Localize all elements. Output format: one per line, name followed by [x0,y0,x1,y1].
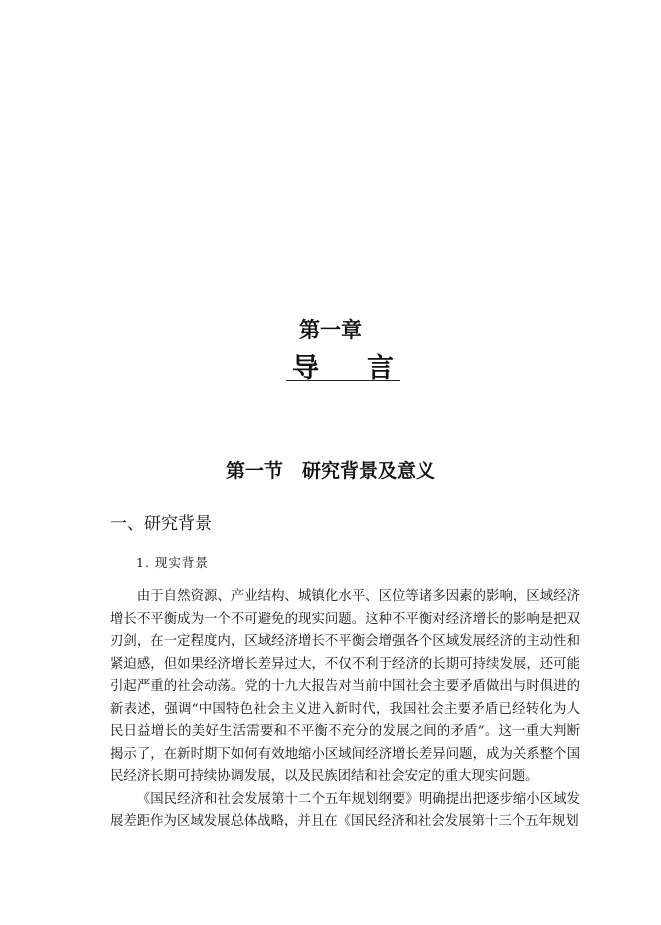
subsection-heading: 一、研究背景 [110,514,212,534]
chapter-title [286,346,400,384]
chapter-title-char: 言 [367,353,394,384]
item-heading: 1. 现实背景 [136,555,209,570]
body-text [110,586,580,834]
chapter-title-char: 导 [292,353,319,384]
paragraph: 《国民经济和社会发展第十二个五年规划纲要》明确提出把逐步缩小区域发展差距作为区域发展总体战略，并且在《国民经济和社会发展第十三个五年规划 [110,791,580,829]
section-title: 第一节 研究背景及意义 [225,460,435,482]
paragraph: 由于自然资源、产业结构、城镇化水平、区位等诸多因素的影响，区域经济增长不平衡成为一个不可避免的现实问题。这种不平衡对经济增长的影响是把双刃剑，在一定程度内，区域经济增长不平衡会增强各个区域发展经济的主动性和紧迫感，但如果经济增长差异过大，不仅不利于经济的长期可持续发展，还可能引起严重的社会动荡。党的十九大报告对当前中国社会主要矛盾做出与时俱进的新表述，强调“中国特色社会主义进入新时代，我国社会主要矛盾已经转化为人民日益增长的美好生活需要和不平衡不充分的发展之间的矛盾”。这一重大判断揭示了，在新时期下如何有效地缩小区域间经济增长差异问题，成为关系整个国民经济长期可持续协调发展，以及民族团结和社会安定的重大现实问题。 [110,589,580,784]
chapter-label: 第一章 [299,318,362,342]
